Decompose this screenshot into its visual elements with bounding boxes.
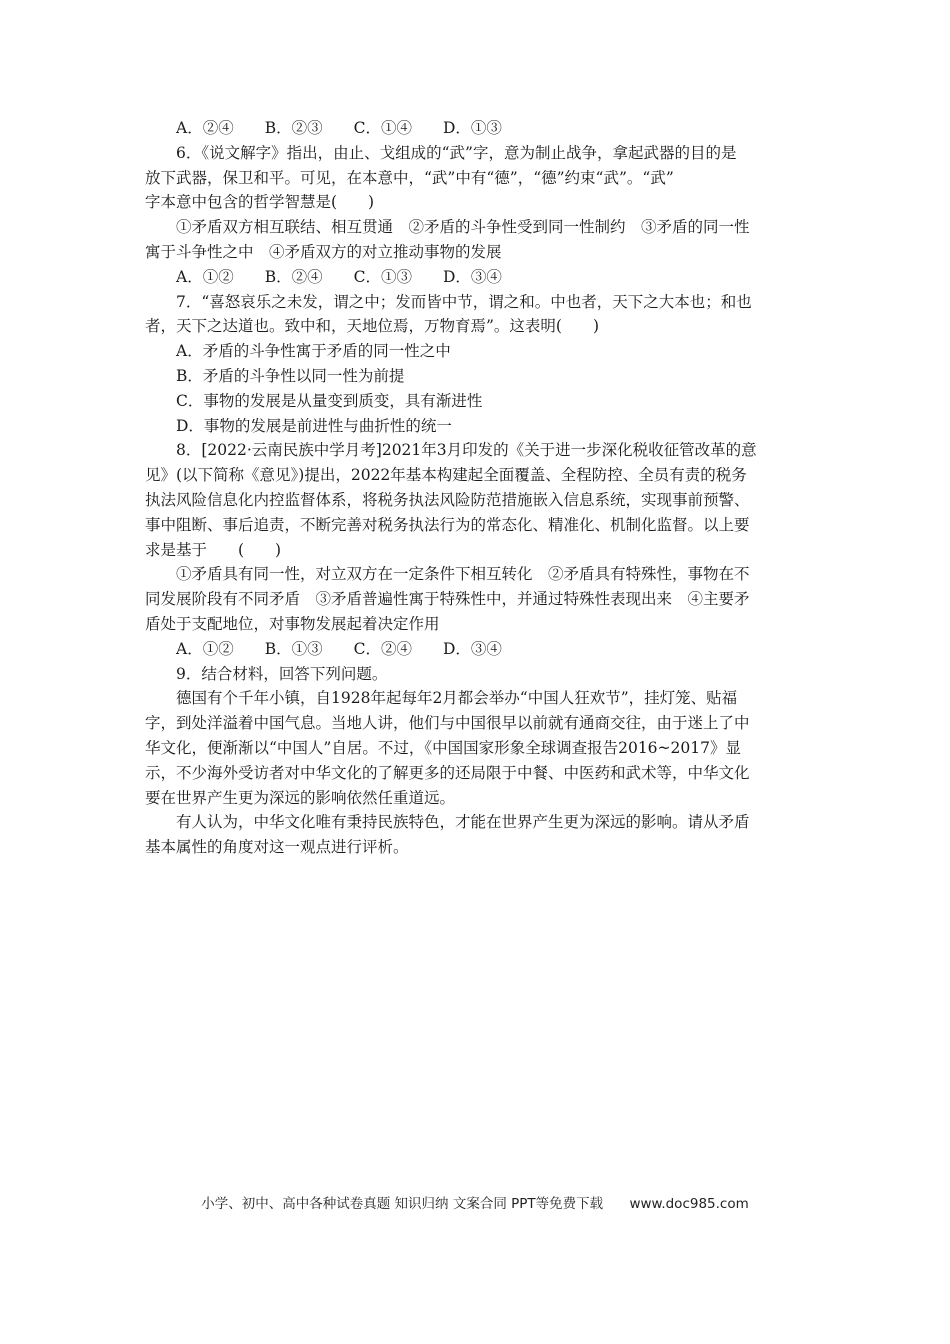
exam-page-body <box>145 116 807 860</box>
q8-options: A．①② B．①③ C．②④ D．③④ <box>176 639 502 658</box>
q8-stem-line-4: 事中阻断、事后追责，不断完善对税务执法行为的常态化、精准化、机制化监督。以上要 <box>145 515 750 534</box>
q6-stem-line-2: 放下武器，保卫和平。可见，在本意中，“武”中有“德”，“德”约束“武”。“武” <box>145 168 674 187</box>
q8-stem-line-3: 执法风险信息化内控监督体系，将税务执法风险防范措施嵌入信息系统，实现事前预警、 <box>145 490 750 509</box>
q5-options: A．②④ B．②③ C．①④ D．①③ <box>176 119 502 137</box>
q8-statements-line-3: 盾处于支配地位，对事物发展起着决定作用 <box>145 614 440 633</box>
q9-material-line-2: 字，到处洋溢着中国气息。当地人讲，他们与中国很早以前就有通商交往，由于迷上了中 <box>145 714 750 733</box>
footer-text: 小学、初中、高中各种试卷真题 知识归纳 文案合同 PPT等免费下载 <box>201 1196 604 1212</box>
q6-statements-line-2: 寓于斗争性之中 ④矛盾双方的对立推动事物的发展 <box>145 242 502 261</box>
footer-url[interactable]: www.doc985.com <box>629 1196 749 1212</box>
q9-material-line-5: 要在世界产生更为深远的影响依然任重道远。 <box>145 788 456 807</box>
q9-material-line-1: 德国有个千年小镇，自1928年起每年2月都会举办“中国人狂欢节”，挂灯笼、贴福 <box>176 689 738 708</box>
q8-stem-line-5: 求是基于 ( ) <box>145 540 282 559</box>
q8-statements-line-1: ①矛盾具有同一性，对立双方在一定条件下相互转化 ②矛盾具有特殊性，事物在不 <box>176 565 750 584</box>
q7-stem-line-2: 者，天下之达道也。致中和，天地位焉，万物育焉”。这表明( ) <box>145 317 600 336</box>
q8-stem-line-2: 见》(以下简称《意见》)提出，2022年基本构建起全面覆盖、全程防控、全员有责的税务 <box>145 466 747 485</box>
q7-option-b: B．矛盾的斗争性以同一性为前提 <box>176 366 405 385</box>
q9-question-line-2: 基本属性的角度对这一观点进行评析。 <box>145 838 409 857</box>
q6-options: A．①② B．②④ C．①③ D．③④ <box>176 267 502 286</box>
q6-statements-line-1: ①矛盾双方相互联结、相互贯通 ②矛盾的斗争性受到同一性制约 ③矛盾的同一性 <box>176 218 750 237</box>
q8-statements-line-2: 同发展阶段有不同矛盾 ③矛盾普遍性寓于特殊性中，并通过特殊性表现出来 ④主要矛 <box>145 590 750 609</box>
q6-stem-line-1: 6．《说文解字》指出，由止、戈组成的“武”字，意为制止战争，拿起武器的目的是 <box>176 143 737 162</box>
q8-stem-line-1: 8．[2022·云南民族中学月考]2021年3月印发的《关于进一步深化税收征管改革的意 <box>176 441 757 460</box>
q7-option-d: D．事物的发展是前进性与曲折性的统一 <box>176 416 452 435</box>
q9-question-line-1: 有人认为，中华文化唯有秉持民族特色，才能在世界产生更为深远的影响。请从矛盾 <box>176 813 750 832</box>
q9-material-line-3: 华文化，便渐渐以“中国人”自居。不过，《中国国家形象全球调查报告2016~2017》显 <box>145 738 741 757</box>
q7-option-c: C．事物的发展是从量变到质变，具有渐进性 <box>176 391 483 410</box>
q7-stem-line-1: 7．“喜怒哀乐之未发，谓之中；发而皆中节，谓之和。中也者，天下之大本也；和也 <box>176 292 752 311</box>
page-footer <box>0 1192 950 1212</box>
q9-stem: 9．结合材料，回答下列问题。 <box>176 664 388 683</box>
q9-material-line-4: 示，不少海外受访者对中华文化的了解更多的还局限于中餐、中医药和武术等，中华文化 <box>145 763 750 782</box>
q7-option-a: A．矛盾的斗争性寓于矛盾的同一性之中 <box>176 342 451 361</box>
q6-stem-line-3: 字本意中包含的哲学智慧是( ) <box>145 193 375 212</box>
